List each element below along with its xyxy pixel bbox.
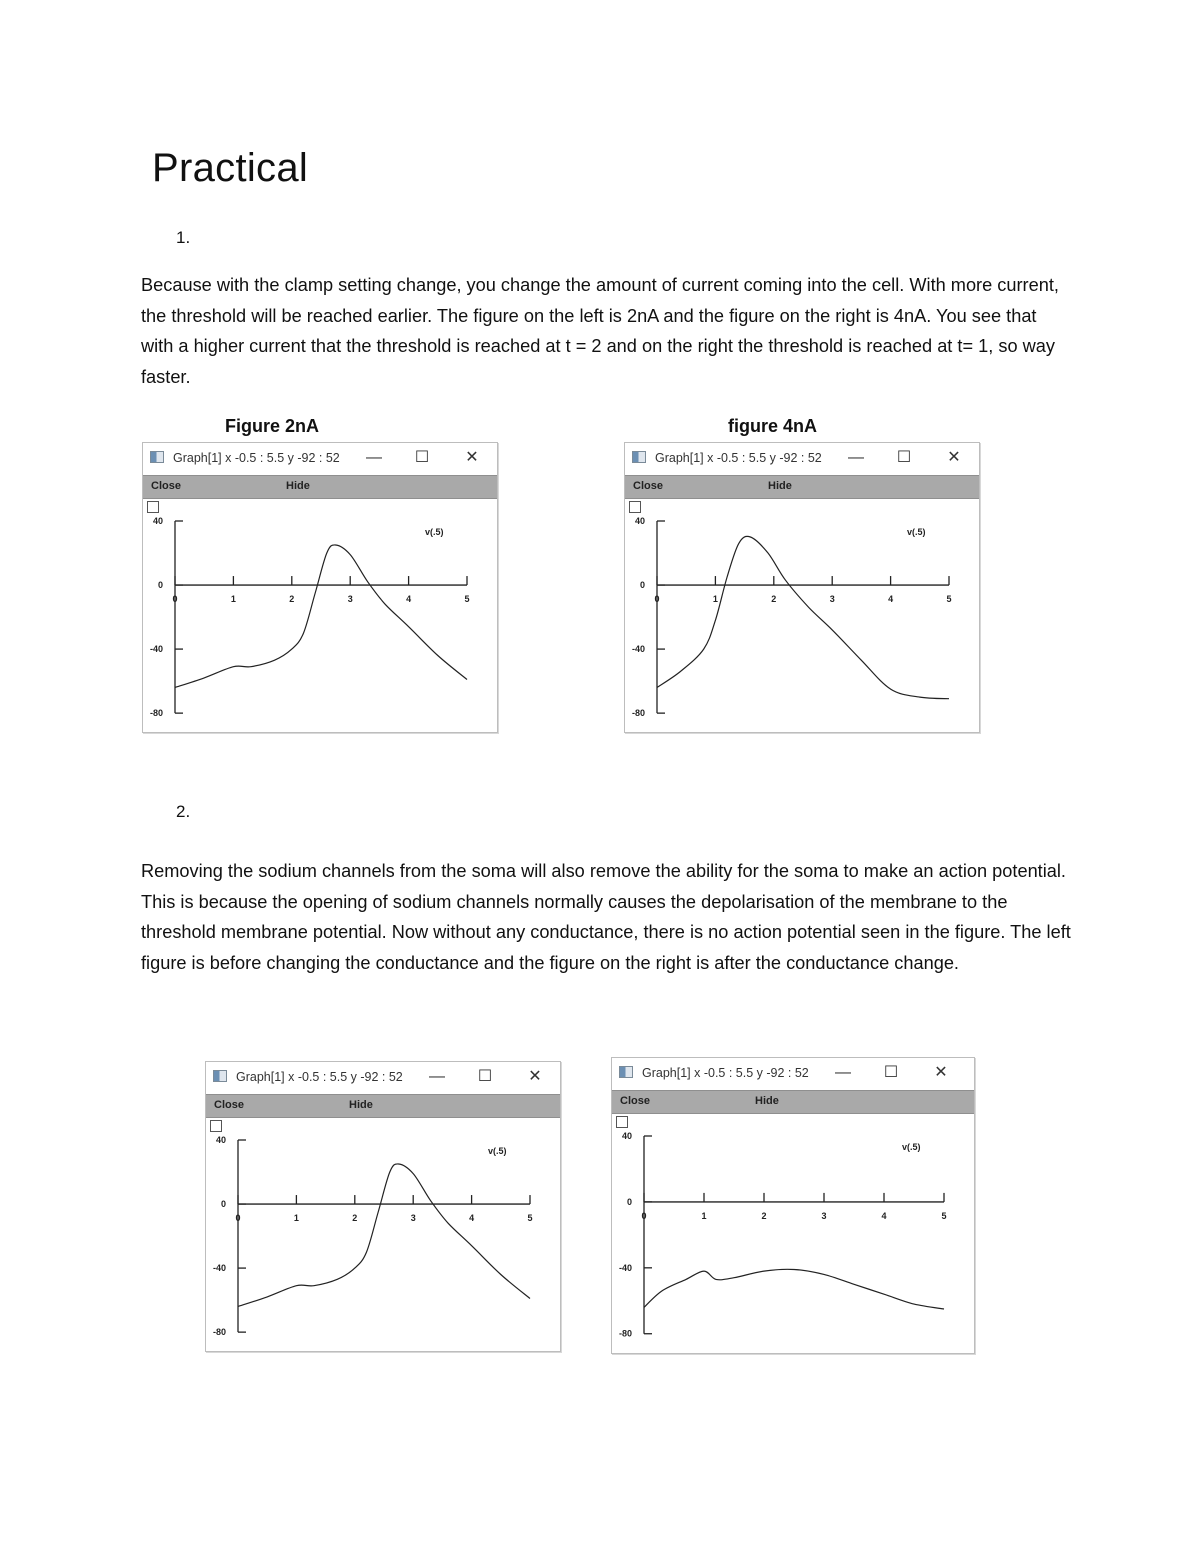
y-tick-label: 40: [215, 1135, 226, 1145]
window-title: Graph[1] x -0.5 : 5.5 y -92 : 52: [642, 1066, 809, 1080]
legend-label: v(.5): [425, 527, 444, 537]
series-line-v(.5): [657, 536, 952, 698]
page-title: Practical: [152, 146, 309, 190]
y-tick-label: 0: [626, 1196, 632, 1207]
answer-1-text: Because with the clamp setting change, you change the amount of current coming into the cell. With more current, the threshold will be reached earlier. The figure on the left is 2nA and the figure on the right is 4nA. You see that with a higher current that the threshold is reached at t = 2 and on the right the threshold is reached at t= 1, so way faster.: [141, 275, 1059, 387]
chart-fig-after: [612, 1058, 974, 1353]
x-tick-label: 4: [888, 594, 894, 605]
x-tick-label: 2: [771, 594, 777, 605]
question-number-1: 1.: [176, 228, 191, 247]
close-menu-button[interactable]: Close: [214, 1099, 244, 1111]
x-tick-label: 1: [230, 594, 236, 605]
x-tick-label: 0: [654, 594, 660, 605]
minimize-button[interactable]: —: [366, 449, 382, 466]
graph-window-before: [205, 1061, 561, 1352]
chart-fig-before: [206, 1062, 560, 1351]
legend-label: v(.5): [488, 1146, 507, 1156]
x-tick-label: 0: [172, 594, 178, 605]
graph-window-2nA: [142, 442, 498, 733]
x-tick-label: 0: [641, 1210, 647, 1221]
minimize-button[interactable]: —: [429, 1068, 445, 1085]
hide-menu-button[interactable]: Hide: [755, 1095, 779, 1107]
y-tick-label: -40: [212, 1263, 226, 1274]
answer-2-text: Removing the sodium channels from the soma will also remove the ability for the soma to make an action potential. This is because the opening of sodium channels normally causes the depolarisation of the membrane to the threshold membrane potential. Now without any conductance, there is no action potential seen in the figure. The left figure is before changing the conductance and the figure on the right is after the conductance change.: [141, 861, 1071, 973]
y-tick-label: 40: [634, 516, 645, 526]
y-tick-label: 0: [157, 580, 163, 591]
series-line-v(.5): [644, 1269, 944, 1309]
minimize-button[interactable]: —: [835, 1064, 851, 1081]
minimize-button[interactable]: —: [848, 449, 864, 466]
hide-menu-button[interactable]: Hide: [286, 480, 310, 492]
caption-figure-2nA: Figure 2nA: [225, 416, 320, 436]
x-tick-label: 2: [289, 594, 295, 605]
axes: [657, 521, 952, 713]
x-tick-label: 0: [235, 1213, 241, 1224]
series-line-v(.5): [175, 545, 470, 688]
window-title: Graph[1] x -0.5 : 5.5 y -92 : 52: [655, 451, 822, 465]
x-tick-label: 3: [347, 594, 353, 605]
x-tick-label: 1: [701, 1210, 707, 1221]
close-window-button[interactable]: ✕: [465, 449, 479, 466]
x-tick-label: 3: [829, 594, 835, 605]
y-tick-label: 40: [152, 516, 163, 526]
close-menu-button[interactable]: Close: [620, 1095, 650, 1107]
series-line-v(.5): [238, 1164, 533, 1307]
y-tick-label: 0: [639, 580, 645, 591]
axes: [238, 1140, 533, 1332]
x-tick-label: 5: [946, 594, 952, 605]
question-number-2: 2.: [176, 802, 191, 821]
x-tick-label: 1: [293, 1213, 299, 1224]
close-window-button[interactable]: ✕: [528, 1068, 542, 1085]
axes: [644, 1136, 947, 1334]
x-tick-label: 2: [761, 1210, 767, 1221]
axes: [175, 521, 470, 713]
x-tick-label: 5: [527, 1213, 533, 1224]
x-tick-label: 4: [469, 1213, 475, 1224]
y-tick-label: -80: [149, 708, 163, 719]
hide-menu-button[interactable]: Hide: [768, 480, 792, 492]
x-tick-label: 1: [712, 594, 718, 605]
y-tick-label: 40: [621, 1131, 632, 1141]
maximize-button[interactable]: ☐: [896, 449, 912, 466]
close-menu-button[interactable]: Close: [633, 480, 663, 492]
x-tick-label: 5: [941, 1210, 947, 1221]
graph-window-4nA: [624, 442, 980, 733]
maximize-button[interactable]: ☐: [414, 449, 430, 466]
chart-fig-2nA: [143, 443, 497, 732]
graph-window-after: [611, 1057, 975, 1354]
x-tick-label: 4: [881, 1210, 887, 1221]
window-title: Graph[1] x -0.5 : 5.5 y -92 : 52: [173, 451, 340, 465]
chart-fig-4nA: [625, 443, 979, 732]
window-title: Graph[1] x -0.5 : 5.5 y -92 : 52: [236, 1070, 403, 1084]
caption-figure-4nA: figure 4nA: [728, 416, 818, 436]
legend-label: v(.5): [902, 1142, 921, 1152]
maximize-button[interactable]: ☐: [883, 1064, 899, 1081]
hide-menu-button[interactable]: Hide: [349, 1099, 373, 1111]
y-tick-label: -40: [618, 1262, 632, 1273]
x-tick-label: 3: [410, 1213, 416, 1224]
legend-label: v(.5): [907, 527, 926, 537]
x-tick-label: 5: [464, 594, 470, 605]
x-tick-label: 4: [406, 594, 412, 605]
maximize-button[interactable]: ☐: [477, 1068, 493, 1085]
y-tick-label: -80: [212, 1327, 226, 1338]
y-tick-label: -80: [618, 1328, 632, 1339]
close-window-button[interactable]: ✕: [934, 1064, 948, 1081]
close-menu-button[interactable]: Close: [151, 480, 181, 492]
y-tick-label: -40: [631, 644, 645, 655]
y-tick-label: -80: [631, 708, 645, 719]
x-tick-label: 2: [352, 1213, 358, 1224]
close-window-button[interactable]: ✕: [947, 449, 961, 466]
y-tick-label: -40: [149, 644, 163, 655]
y-tick-label: 0: [220, 1199, 226, 1210]
x-tick-label: 3: [821, 1210, 827, 1221]
